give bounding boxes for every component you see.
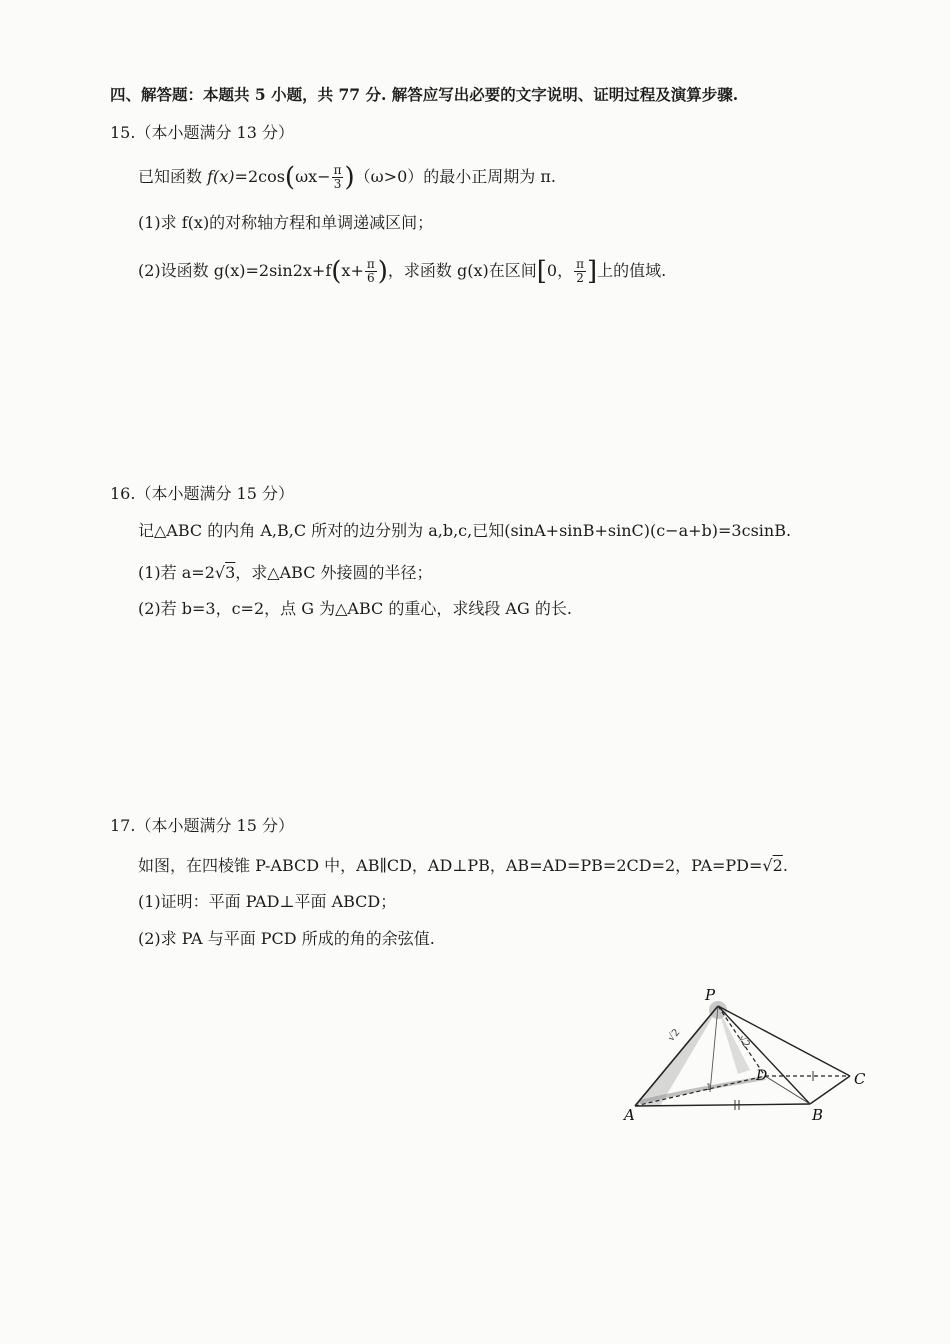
paren-open: (: [331, 256, 342, 287]
label-p: P: [705, 986, 716, 1004]
q15-stem-d: ωx−: [295, 167, 331, 186]
frac-den: 3: [333, 177, 342, 191]
edge-ab: [635, 1104, 810, 1106]
q15-part1: (1)求 f(x)的对称轴方程和单调递减区间；: [138, 213, 434, 232]
paren-close: ): [344, 162, 355, 193]
q16-stem: 记△ABC 的内角 A,B,C 所对的边分别为 a,b,c,已知(sinA+sinB+sinC)(c−a+b)=3csinB.: [138, 521, 792, 540]
q16-p1-b: 3: [225, 563, 236, 582]
q15-part2: [138, 258, 666, 285]
section-header: 四、解答题：本题共 5 小题，共 77 分. 解答应写出必要的文字说明、证明过程及演算步骤.: [110, 85, 739, 104]
q16-part2: (2)若 b=3，c=2，点 G 为△ABC 的重心，求线段 AG 的长.: [138, 599, 572, 618]
sqrt-sign: √: [214, 563, 226, 582]
edge-bc: [810, 1076, 850, 1104]
bracket-open: [: [536, 256, 547, 287]
q15-p2-c: ，求函数 g(x)在区间: [387, 261, 537, 280]
label-d: D: [756, 1068, 768, 1084]
q15-stem-a: 已知函数: [138, 167, 208, 186]
q15-stem-fx: f(x): [207, 167, 235, 186]
label-b: B: [812, 1106, 824, 1124]
q15-p2-e: 上的值域.: [597, 261, 667, 280]
frac-num: π: [333, 163, 342, 177]
fraction-pi-3: [332, 164, 344, 191]
q15-stem-e: （ω>0）的最小正周期为 π.: [354, 167, 556, 186]
annotation-pa: √2: [665, 1027, 683, 1044]
q17-part1: (1)证明：平面 PAD⊥平面 ABCD；: [138, 892, 397, 911]
q17-stem-a: 如图，在四棱锥 P-ABCD 中，AB∥CD，AD⊥PB，AB=AD=PB=2CD=2，PA=PD=: [138, 856, 763, 875]
frac-num: π: [576, 257, 584, 271]
paren-open: (: [284, 162, 296, 193]
q15-stem: [138, 164, 556, 191]
sqrt-sign: √: [762, 856, 773, 875]
q15-stem-c: =2cos: [234, 167, 285, 186]
q17-stem: [138, 855, 788, 877]
label-a: A: [624, 1106, 635, 1124]
q17-stem-c: .: [782, 856, 788, 875]
paren-close: ): [377, 256, 388, 287]
q16-part1: [138, 562, 433, 584]
q15-p2-b: x+: [341, 261, 364, 280]
q16-p1-a: (1)若 a=2: [138, 563, 215, 582]
fraction-pi-6: [365, 258, 377, 285]
frac-num: π: [366, 257, 375, 271]
q17-stem-b: 2: [772, 856, 783, 875]
q15-p2-a: (2)设函数 g(x)=2sin2x+f: [138, 261, 332, 280]
q17-part2: (2)求 PA 与平面 PCD 所成的角的余弦值.: [138, 929, 435, 948]
pyramid-figure: [600, 980, 880, 1130]
q17-header: 17.（本小题满分 15 分）: [110, 816, 294, 835]
frac-den: 2: [576, 271, 584, 285]
frac-den: 6: [366, 271, 375, 285]
q15-p2-d: 0，: [546, 261, 574, 280]
q16-p1-c: ，求△ABC 外接圆的半径；: [235, 563, 433, 582]
annotation-pd: √2: [735, 1033, 752, 1051]
q15-header: 15.（本小题满分 13 分）: [110, 123, 294, 142]
annotation-mid: 1: [706, 1083, 712, 1093]
label-c: C: [854, 1070, 866, 1088]
bracket-close: ]: [586, 256, 598, 287]
q16-header: 16.（本小题满分 15 分）: [110, 484, 294, 503]
edge-pb: [718, 1006, 810, 1104]
fraction-pi-2: [574, 258, 586, 285]
